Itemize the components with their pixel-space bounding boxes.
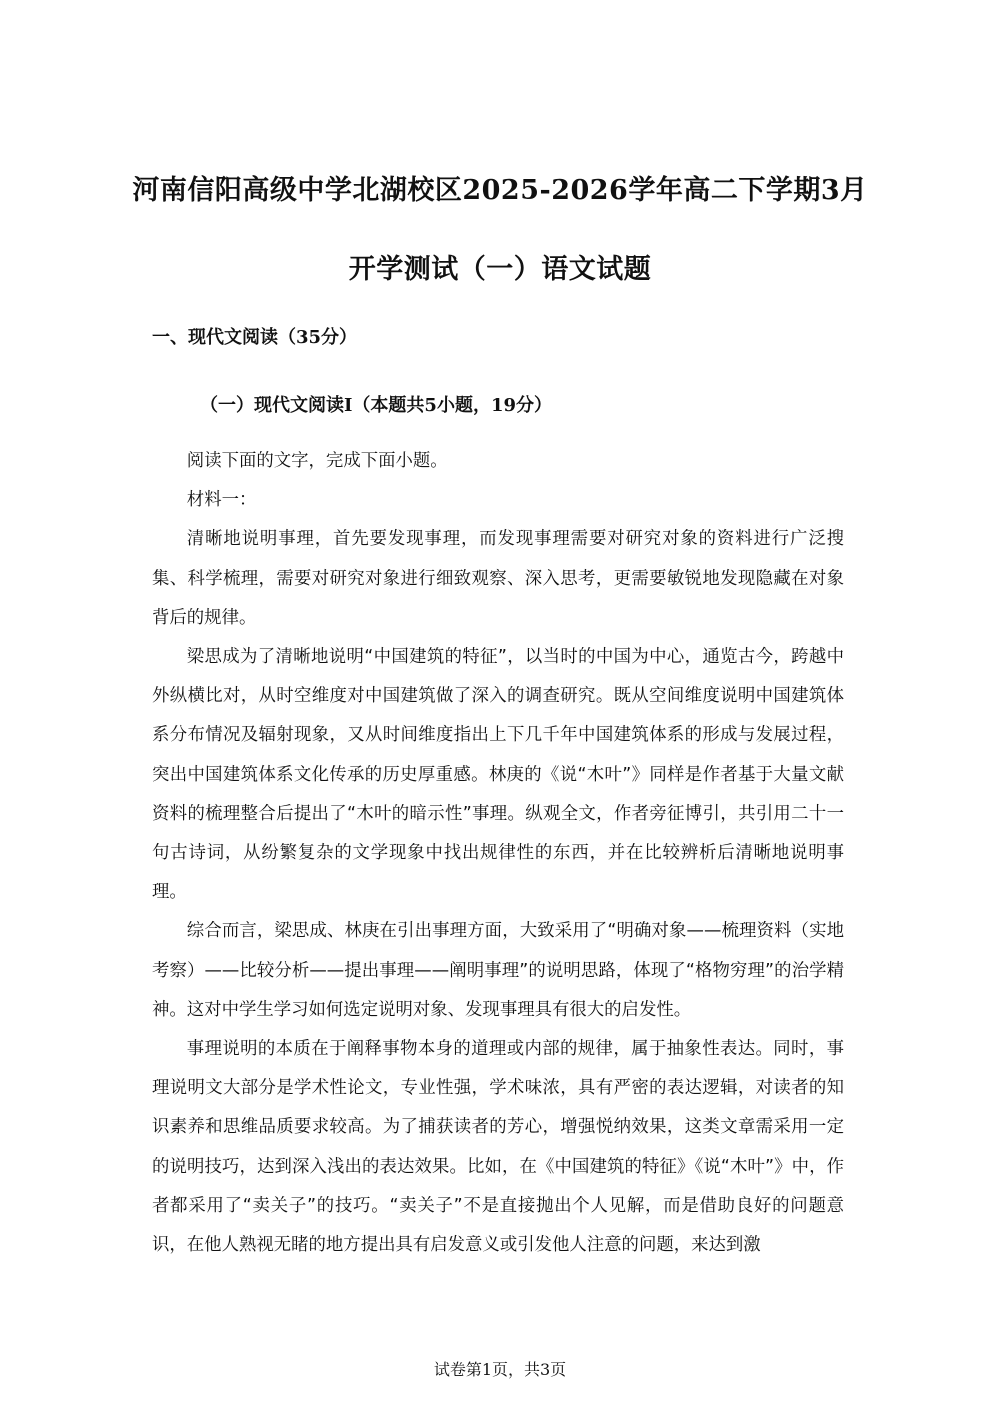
page-footer: 试卷第1页，共3页 <box>433 1360 567 1379</box>
passage-paragraph: 综合而言，梁思成、林庚在引出事理方面，大致采用了“明确对象——梳理资料（实地考察）——比较分析——提出事理——阐明事理”的说明思路，体现了“格物穷理”的治学精神。这对中学生学习如何选定说明对象、发现事理具有很大的启发性。 <box>152 921 844 1020</box>
subsection-heading: （一）现代文阅读I（本题共5小题，19分） <box>200 395 552 416</box>
reading-passage <box>152 442 844 1265</box>
section-heading: 一、现代文阅读（35分） <box>152 327 358 348</box>
passage-paragraph: 清晰地说明事理，首先要发现事理，而发现事理需要对研究对象的资料进行广泛搜集、科学梳理，需要对研究对象进行细致观察、深入思考，更需要敏锐地发现隐藏在对象背后的规律。 <box>152 529 844 628</box>
document-title-line2: 开学测试（一）语文试题 <box>348 254 652 285</box>
passage-paragraph: 梁思成为了清晰地说明“中国建筑的特征”，以当时的中国为中心，通览古今，跨越中外纵横比对，从时空维度对中国建筑做了深入的调查研究。既从空间维度说明中国建筑体系分布情况及辐射现象，又从时间维度指出上下几千年中国建筑体系的形成与发展过程，突出中国建筑体系文化传承的历史厚重感。林庚的《说“木叶”》同样是作者基于大量文献资料的梳理整合后提出了“木叶的暗示性”事理。纵观全文，作者旁征博引，共引用二十一句古诗词，从纷繁复杂的文学现象中找出规律性的东西，并在比较辨析后清晰地说明事理。 <box>152 647 844 903</box>
material-label: 材料一： <box>186 490 257 511</box>
document-title-line1: 河南信阳高级中学北湖校区2025-2026学年高二下学期3月 <box>132 175 868 206</box>
passage-paragraph: 事理说明的本质在于阐释事物本身的道理或内部的规律，属于抽象性表达。同时，事理说明文大部分是学术性论文，专业性强，学术味浓，具有严密的表达逻辑，对读者的知识素养和思维品质要求较高。为了捕获读者的芳心，增强悦纳效果，这类文章需采用一定的说明技巧，达到深入浅出的表达效果。比如，在《中国建筑的特征》《说“木叶”》中，作者都采用了“卖关子”的技巧。“卖关子”不是直接抛出个人见解，而是借助良好的问题意识，在他人熟视无睹的地方提出具有启发意义或引发他人注意的问题，来达到激 <box>152 1039 844 1256</box>
instruction-paragraph: 阅读下面的文字，完成下面小题。 <box>186 451 448 471</box>
